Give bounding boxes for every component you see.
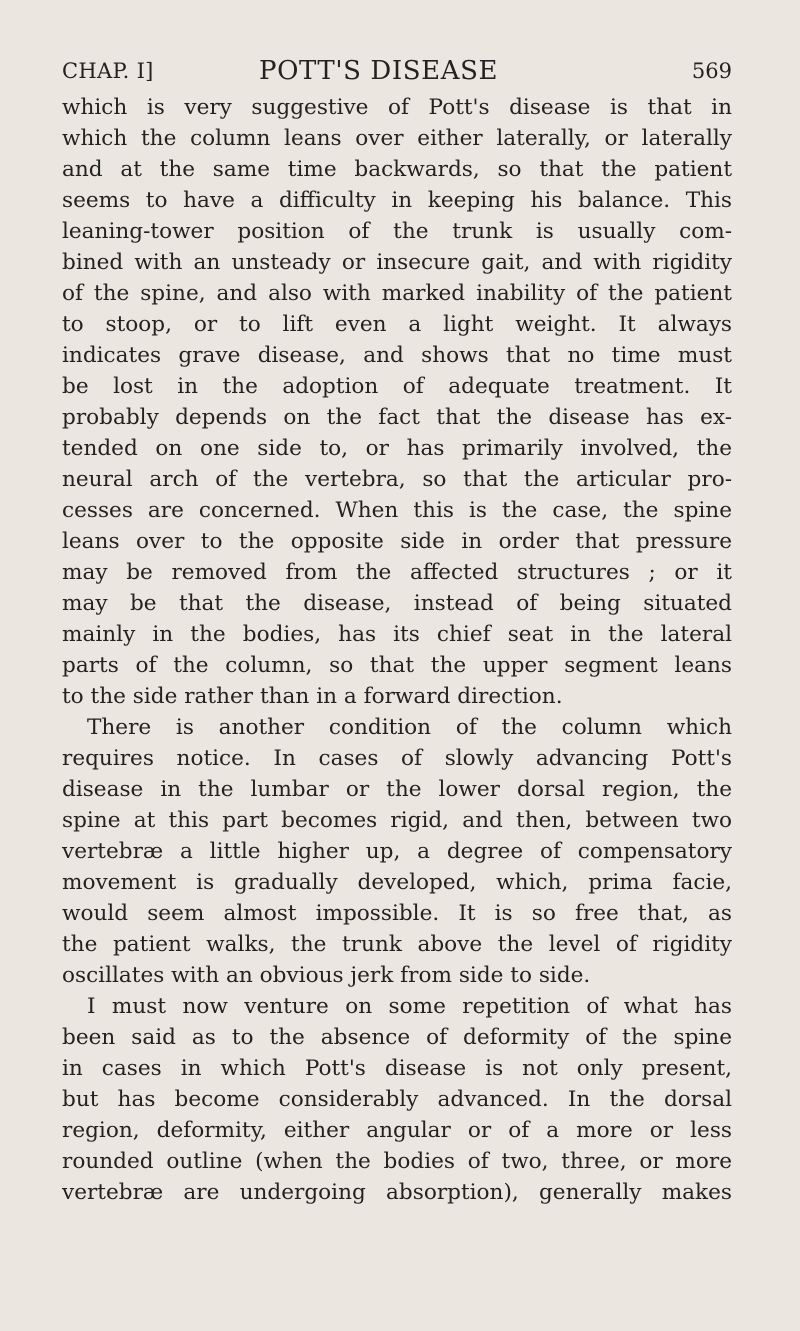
text-line: cesses are concerned. When this is the case, the spine xyxy=(62,498,732,523)
text-line: to stoop, or to lift even a light weight. It always xyxy=(62,312,732,337)
text-line: may be that the disease, instead of being situated xyxy=(62,591,732,616)
text-line: I must now venture on some repetition of what has xyxy=(87,994,732,1019)
text-line: and at the same time backwards, so that the patient xyxy=(62,157,732,182)
text-line: There is another condition of the column which xyxy=(87,715,732,740)
text-line: bined with an unsteady or insecure gait, and with rigidity xyxy=(62,250,732,275)
text-line: would seem almost impossible. It is so free that, as xyxy=(62,901,732,926)
text-line: neural arch of the vertebra, so that the articular pro- xyxy=(62,467,732,492)
text-line: spine at this part becomes rigid, and then, between two xyxy=(62,808,732,833)
text-line: vertebræ a little higher up, a degree of compensatory xyxy=(62,839,732,864)
text-line: oscillates with an obvious jerk from side to side. xyxy=(62,963,591,988)
text-line: probably depends on the fact that the disease has ex- xyxy=(62,405,732,430)
text-line: to the side rather than in a forward direction. xyxy=(62,684,563,709)
running-header xyxy=(62,54,732,88)
text-line: which is very suggestive of Pott's disease is that in xyxy=(62,95,732,120)
page-number: 569 xyxy=(691,59,732,83)
text-line: disease in the lumbar or the lower dorsal region, the xyxy=(62,777,732,802)
text-line: region, deformity, either angular or of a more or less xyxy=(62,1118,732,1143)
text-line: of the spine, and also with marked inability of the patient xyxy=(62,281,732,306)
text-line: mainly in the bodies, has its chief seat in the lateral xyxy=(62,622,732,647)
body-text xyxy=(62,92,732,1208)
text-line: seems to have a difficulty in keeping his balance. This xyxy=(62,188,732,213)
text-line: movement is gradually developed, which, prima facie, xyxy=(62,870,732,895)
text-line: been said as to the absence of deformity of the spine xyxy=(62,1025,732,1050)
text-line: leaning-tower position of the trunk is usually com- xyxy=(62,219,732,244)
chapter-label: CHAP. I] xyxy=(62,59,154,83)
text-line: rounded outline (when the bodies of two, three, or more xyxy=(62,1149,732,1174)
text-line: requires notice. In cases of slowly advancing Pott's xyxy=(62,746,732,771)
text-line: but has become considerably advanced. In the dorsal xyxy=(62,1087,732,1112)
text-line: parts of the column, so that the upper segment leans xyxy=(62,653,732,678)
text-line: vertebræ are undergoing absorption), generally makes xyxy=(62,1180,732,1205)
text-line: the patient walks, the trunk above the level of rigidity xyxy=(62,932,732,957)
text-line: in cases in which Pott's disease is not only present, xyxy=(62,1056,732,1081)
text-line: leans over to the opposite side in order that pressure xyxy=(62,529,732,554)
text-line: may be removed from the affected structures ; or it xyxy=(62,560,732,585)
running-title: POTT'S DISEASE xyxy=(259,56,499,86)
text-line: tended on one side to, or has primarily involved, the xyxy=(62,436,732,461)
text-line: be lost in the adoption of adequate treatment. It xyxy=(62,374,732,399)
text-line: indicates grave disease, and shows that no time must xyxy=(62,343,732,368)
text-line: which the column leans over either laterally, or laterally xyxy=(62,126,732,151)
